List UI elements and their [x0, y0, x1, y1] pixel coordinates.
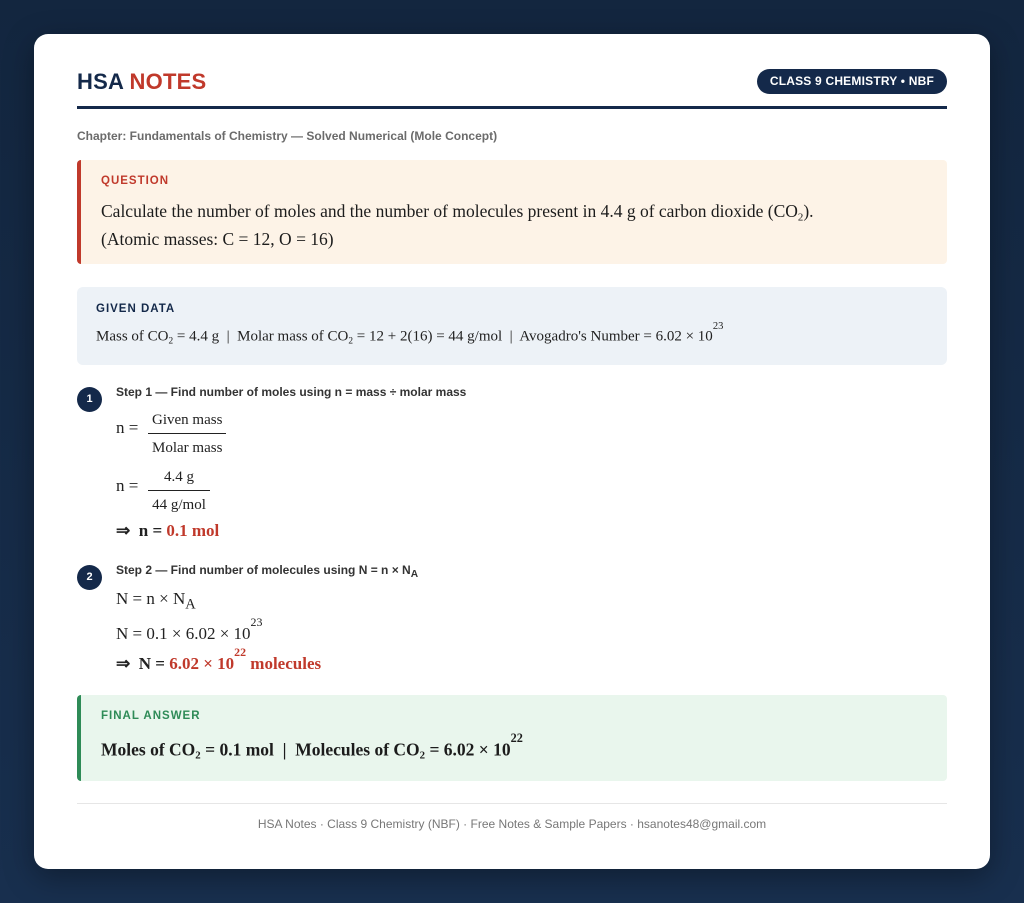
result-prefix: ⇒ N = — [116, 654, 170, 674]
step-1-number-badge: 1 — [77, 387, 102, 412]
class-badge: CLASS 9 CHEMISTRY • NBF — [757, 69, 947, 94]
subscript: 2 — [168, 336, 174, 347]
step-2-number-badge: 2 — [77, 565, 102, 590]
step-2-title — [116, 563, 419, 581]
question-line-1 — [101, 197, 931, 225]
result-value: 6.02 × 10 — [169, 654, 235, 674]
question-line-2: (Atomic masses: C = 12, O = 16) — [101, 229, 334, 249]
subscript: A — [185, 596, 196, 613]
chapter-subtitle: Chapter: Fundamentals of Chemistry — Solved Numerical (Mole Concept) — [77, 129, 498, 143]
step-1-eq-1-prefix: n = — [116, 418, 139, 437]
fraction-values — [148, 469, 210, 514]
exponent: 22 — [234, 645, 247, 659]
given-data-text — [96, 321, 724, 347]
subscript: 2 — [419, 749, 426, 762]
final-text-1: Moles of CO — [101, 739, 196, 760]
subscript: 2 — [348, 336, 354, 347]
given-data-box — [77, 287, 947, 365]
fraction-denominator: Molar mass — [152, 440, 223, 456]
subscript: 2 — [797, 211, 804, 224]
exponent: 23 — [250, 615, 263, 629]
exponent: 22 — [510, 731, 523, 745]
step-1-title: Step 1 — Find number of moles using n = mass ÷ molar mass — [116, 385, 467, 399]
question-line-1-end: ). — [803, 201, 814, 221]
result-value: 0.1 mol — [166, 521, 220, 540]
final-answer-label: FINAL ANSWER — [101, 710, 201, 722]
subscript: A — [410, 569, 419, 581]
step-2-eq-1 — [116, 589, 196, 613]
given-text-1: Mass of CO — [96, 328, 169, 345]
eq-text: N = 0.1 × 6.02 × 10 — [116, 624, 251, 644]
brand-part-hsa: HSA — [77, 69, 124, 94]
header-divider — [77, 106, 947, 109]
step-2-title-text: Step 2 — Find number of molecules using N = n × N — [116, 563, 411, 577]
step-1-result — [116, 521, 219, 541]
question-box — [77, 160, 947, 264]
question-label: QUESTION — [101, 175, 170, 187]
fraction-denominator: 44 g/mol — [152, 497, 206, 513]
footer-text: HSA Notes · Class 9 Chemistry (NBF) · Free Notes & Sample Papers · hsanotes48@gmail.com — [257, 817, 767, 831]
step-2-result — [116, 645, 322, 674]
final-text-3: = 6.02 × 10 — [425, 739, 511, 760]
fraction-mass-over-molar-mass — [148, 412, 226, 457]
question-line-1-text: Calculate the number of moles and the number of molecules present in 4.4 g of carbon dioxide (CO — [101, 201, 798, 221]
fraction-numerator: 4.4 g — [148, 469, 210, 491]
result-unit: molecules — [246, 654, 322, 674]
eq-text: N = n × N — [116, 589, 186, 608]
result-prefix: ⇒ n = — [116, 521, 167, 540]
step-2-eq-2 — [116, 615, 263, 644]
exponent: 23 — [712, 321, 724, 332]
given-text-2: = 4.4 g | Molar mass of CO — [173, 328, 349, 345]
question-text — [101, 197, 931, 253]
brand-logo — [77, 69, 206, 95]
given-data-label: GIVEN DATA — [96, 303, 176, 315]
given-text-3: = 12 + 2(16) = 44 g/mol | Avogadro's Number = 6.02 × 10 — [353, 328, 713, 345]
brand-part-notes: NOTES — [129, 69, 207, 94]
final-answer-text — [101, 731, 523, 762]
final-answer-box — [77, 695, 947, 781]
notes-card — [34, 34, 990, 869]
fraction-numerator: Given mass — [148, 412, 226, 434]
final-text-2: = 0.1 mol | Molecules of CO — [200, 739, 420, 760]
header — [77, 69, 947, 109]
step-1-eq-2-prefix: n = — [116, 476, 139, 495]
footer-divider — [77, 803, 947, 804]
subscript: 2 — [195, 749, 201, 762]
